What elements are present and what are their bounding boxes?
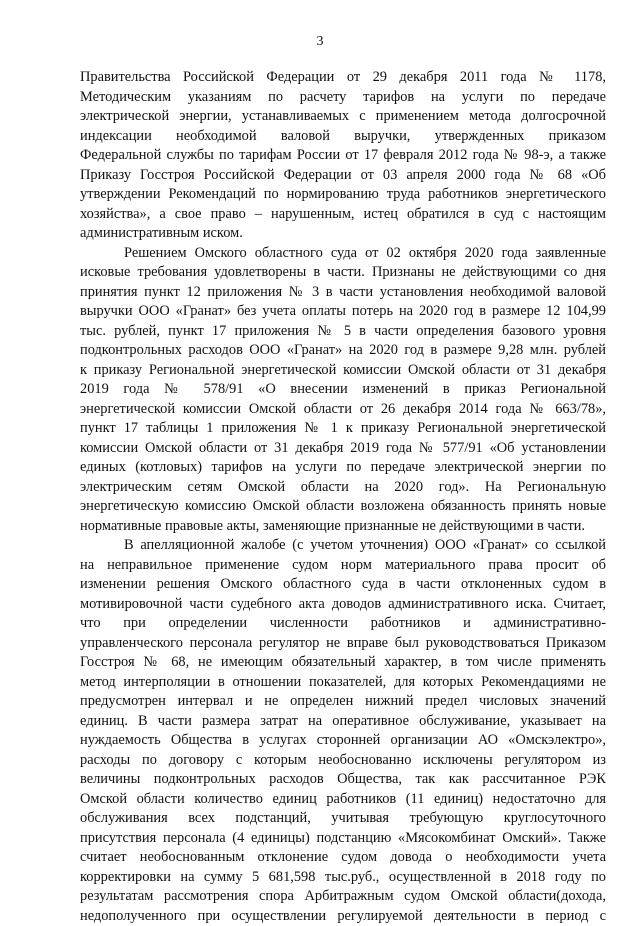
text-line: расходы по договору с которым необоснованно исключены регулятором из	[80, 751, 606, 771]
text-line: энергетической комиссии Омской области от 26 декабря 2014 года № 663/78»,	[80, 400, 606, 420]
text-line: что при определении численности работников и административно-	[80, 614, 606, 634]
text-line: единиц. В части размера затрат на оперативное обслуживание, указывает на	[80, 712, 606, 732]
paragraph-p3	[80, 536, 606, 926]
text-line: 2019 года № 578/91 «О внесении изменений в приказ Региональной	[80, 380, 606, 400]
text-line: считает необоснованным отклонение судом довода о необходимости учета	[80, 848, 606, 868]
text-line: индексации необходимой валовой выручки, утвержденных приказом	[80, 127, 606, 147]
text-line: изменении решения Омского областного суда в части отклоненных судом в	[80, 575, 606, 595]
text-line: Федеральной службы по тарифам России от 17 февраля 2012 года № 98-э, а также	[80, 146, 606, 166]
text-line: обслуживания всех подстанций, учитывая требующую круглосуточного	[80, 809, 606, 829]
text-line: Решением Омского областного суда от 02 октября 2020 года заявленные	[80, 244, 606, 264]
text-line: утверждении Рекомендаций по нормированию труда работников энергетического	[80, 185, 606, 205]
paragraph-p1	[80, 68, 606, 244]
paragraph-p2	[80, 244, 606, 537]
text-line: нормативные правовые акты, заменяющие признанные не действующими в части.	[80, 517, 606, 537]
text-line: величины подконтрольных расходов Общества, так как рассчитанное РЭК	[80, 770, 606, 790]
text-line: недополученного при осуществлении регулируемой деятельности в период с	[80, 907, 606, 926]
text-line: энергетическую комиссию Омской области возложена обязанность принять новые	[80, 497, 606, 517]
text-line: результатам рассмотрения спора Арбитражным судом Омской области(дохода,	[80, 887, 606, 907]
text-line: пункт 17 таблицы 1 приложения № 1 к приказу Региональной энергетической	[80, 419, 606, 439]
page-number: 3	[0, 34, 640, 50]
text-line: подконтрольных расходов ООО «Гранат» на 2020 год в размере 9,28 млн. рублей	[80, 341, 606, 361]
text-line: управленческого персонала регулятор не вправе был руководствоваться Приказом	[80, 634, 606, 654]
text-line: Госстроя № 68, не имеющим обязательный характер, в том числе применять	[80, 653, 606, 673]
text-line: к приказу Региональной энергетической комиссии Омской области от 31 декабря	[80, 361, 606, 381]
text-line: на неправильное применение судом норм материального права просит об	[80, 556, 606, 576]
text-line: комиссии Омской области от 31 декабря 2019 года № 577/91 «Об установлении	[80, 439, 606, 459]
text-line: тыс. рублей, пункт 17 приложения № 5 в части определения базового уровня	[80, 322, 606, 342]
text-line: электрическим сетям Омской области на 2020 год». На Региональную	[80, 478, 606, 498]
text-line: предусмотрен интервал и не определен нижний предел числовых значений	[80, 692, 606, 712]
text-line: принятия пункт 12 приложения № 3 в части установления необходимой валовой	[80, 283, 606, 303]
text-line: метод интерполяции в отношении показателей, для которых Рекомендациями не	[80, 673, 606, 693]
text-line: хозяйства», а свое право – нарушенным, истец обратился в суд с настоящим	[80, 205, 606, 225]
text-line: исковые требования удовлетворены в части. Признаны не действующими со дня	[80, 263, 606, 283]
text-line: электрической энергии, устанавливаемых с применением метода долгосрочной	[80, 107, 606, 127]
text-line: Омской области количество единиц работников (11 единиц) недостаточно для	[80, 790, 606, 810]
text-line: В апелляционной жалобе (с учетом уточнения) ООО «Гранат» со ссылкой	[80, 536, 606, 556]
text-line: Методическим указаниям по расчету тарифов на услуги по передаче	[80, 88, 606, 108]
text-line: нуждаемость Общества в услугах сторонней организации АО «Омскэлектро»,	[80, 731, 606, 751]
text-line: присутствия персонала (4 единицы) подстанцию «Мясокомбинат Омский». Также	[80, 829, 606, 849]
text-line: корректировки на сумму 5 681,598 тыс.руб., осуществленной в 2018 году по	[80, 868, 606, 888]
text-line: административным иском.	[80, 224, 606, 244]
text-line: единых (котловых) тарифов на услуги по передаче электрической энергии по	[80, 458, 606, 478]
text-line: Приказу Госстроя Российской Федерации от 03 апреля 2000 года № 68 «Об	[80, 166, 606, 186]
text-line: Правительства Российской Федерации от 29 декабря 2011 года № 1178,	[80, 68, 606, 88]
text-line: выручки ООО «Гранат» без учета оплаты потерь на 2020 год в размере 12 104,99	[80, 302, 606, 322]
text-line: мотивировочной части судебного акта доводов административного иска. Считает,	[80, 595, 606, 615]
document-body	[80, 68, 606, 926]
